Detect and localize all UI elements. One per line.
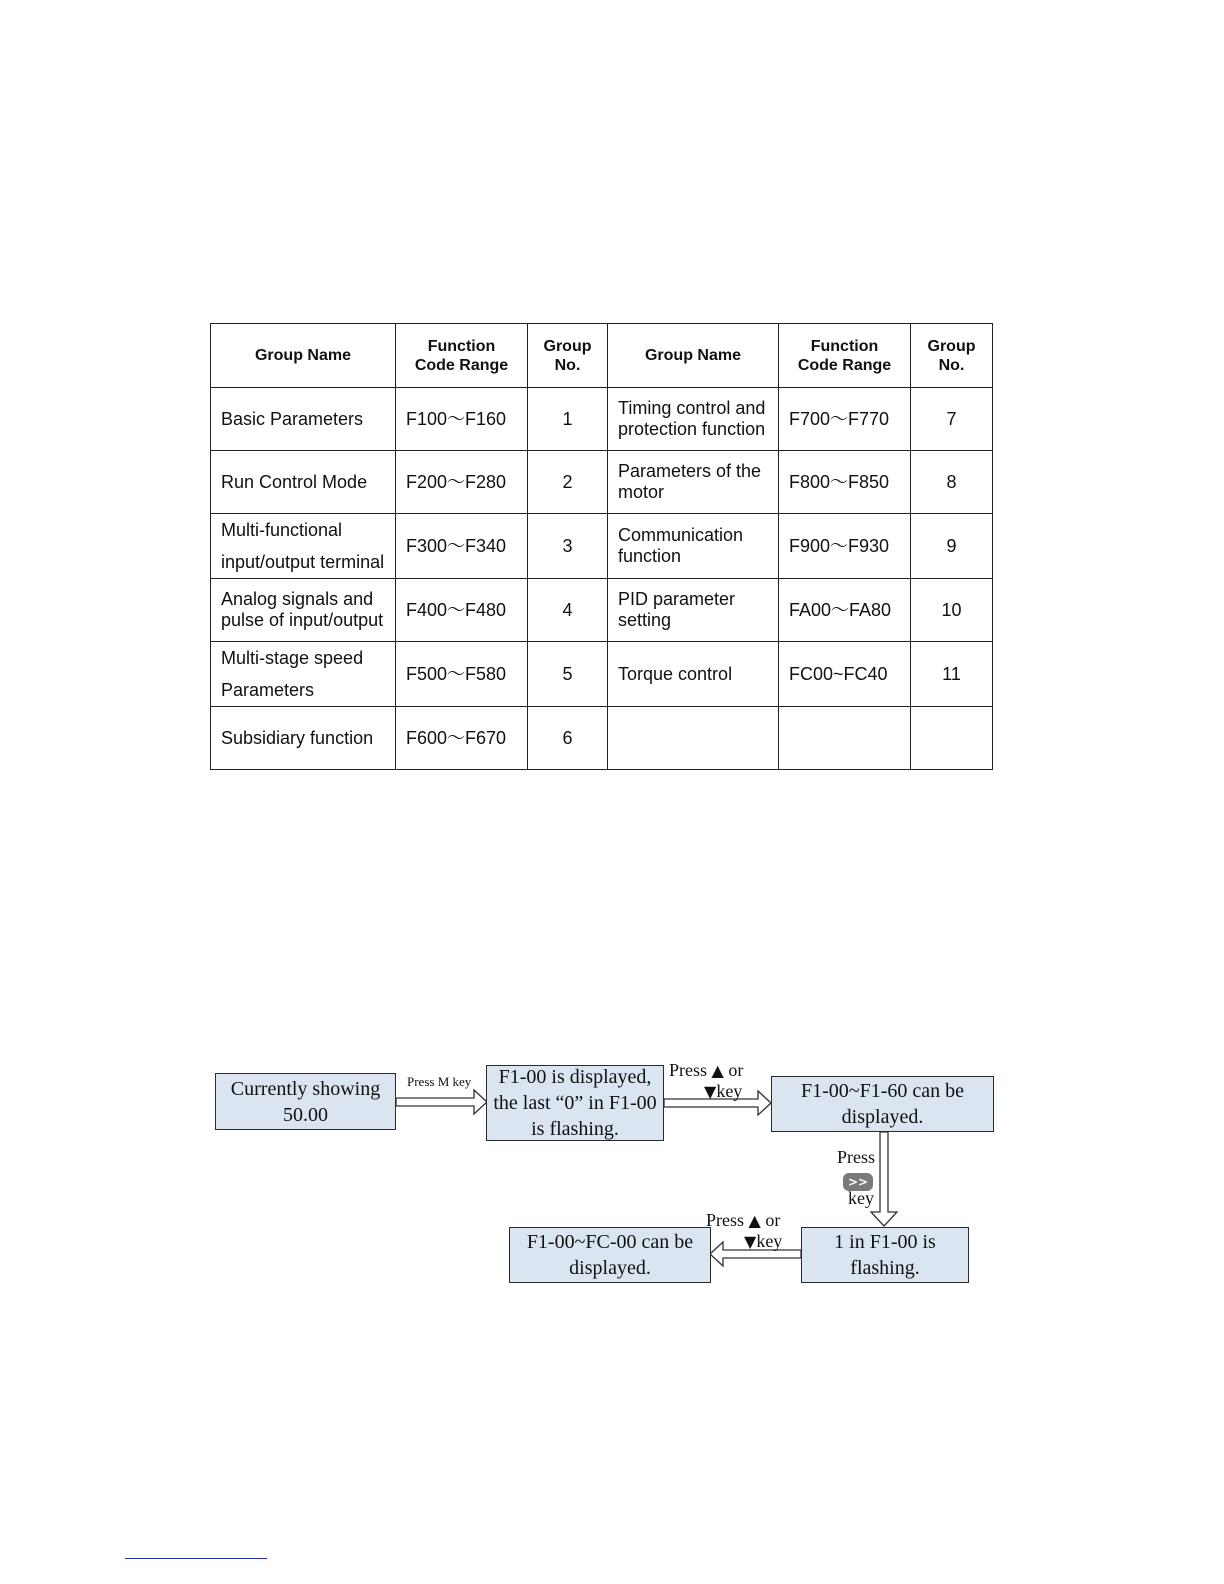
label-press-text: Press	[669, 1060, 708, 1080]
group-no-cell: 1	[528, 388, 608, 451]
up-arrow-icon: ▲	[748, 1211, 761, 1230]
code-range-cell: F500～F580	[396, 642, 528, 707]
header-group-no-2: Group No.	[911, 324, 993, 388]
code-range-cell: F900～F930	[779, 514, 911, 579]
group-no-cell: 9	[911, 514, 993, 579]
label-press-text: Press	[706, 1210, 745, 1230]
group-no-cell: 10	[911, 579, 993, 642]
group-name-cell: PID parameter setting	[608, 579, 779, 642]
label-down-key-2	[744, 1231, 782, 1252]
group-name-cell: Multi-stage speed Parameters	[211, 642, 396, 707]
group-name-cell: Run Control Mode	[211, 451, 396, 514]
flow-box-fc-range-displayed	[509, 1227, 711, 1283]
arrow-right-icon	[396, 1090, 487, 1114]
group-name-cell: Torque control	[608, 642, 779, 707]
group-name-cell: Communication function	[608, 514, 779, 579]
header-function-code-range-2: Function Code Range	[779, 324, 911, 388]
label-down-key	[704, 1081, 742, 1102]
code-range-cell: F200～F280	[396, 451, 528, 514]
label-or-text: or	[728, 1060, 744, 1080]
code-range-cell: FA00～FA80	[779, 579, 911, 642]
group-name-cell: Subsidiary function	[211, 707, 396, 770]
header-group-name-2: Group Name	[608, 324, 779, 388]
group-no-cell: 2	[528, 451, 608, 514]
label-press-up-or	[669, 1060, 743, 1081]
code-range-cell: F300～F340	[396, 514, 528, 579]
label-press-m-key: Press M key	[407, 1074, 472, 1089]
flow-box-f1-00-displayed	[486, 1065, 664, 1141]
group-name-cell: Multi-functional input/output terminal	[211, 514, 396, 579]
group-name-cell: Basic Parameters	[211, 388, 396, 451]
label-or-text: or	[765, 1210, 781, 1230]
down-arrow-icon: ▼	[744, 1232, 757, 1251]
code-range-cell: FC00~FC40	[779, 642, 911, 707]
label-key-text: key	[716, 1081, 743, 1101]
group-name-cell: Parameters of the motor	[608, 451, 779, 514]
group-no-cell: 8	[911, 451, 993, 514]
shift-key-badge: >>	[843, 1173, 873, 1191]
flow-box-text: F1-00~F1-60 can be displayed.	[800, 1080, 965, 1128]
code-range-cell: F700～F770	[779, 388, 911, 451]
group-no-cell: 11	[911, 642, 993, 707]
group-no-cell: 6	[528, 707, 608, 770]
footnote-rule	[125, 1558, 267, 1559]
flow-box-text: F1-00~FC-00 can be displayed.	[526, 1231, 694, 1279]
flow-box-digit-flashing	[801, 1227, 969, 1283]
header-function-code-range: Function Code Range	[396, 324, 528, 388]
flow-box-f1-range-displayed	[771, 1076, 994, 1132]
label-press-shift: Press	[837, 1147, 876, 1167]
code-range-cell: F600～F670	[396, 707, 528, 770]
label-shift-key: key	[848, 1188, 874, 1208]
group-no-cell: 7	[911, 388, 993, 451]
group-no-cell: 4	[528, 579, 608, 642]
group-no-cell: 3	[528, 514, 608, 579]
code-range-cell: F400～F480	[396, 579, 528, 642]
up-arrow-icon: ▲	[711, 1061, 724, 1080]
flow-box-text: 1 in F1-00 is flashing.	[834, 1231, 936, 1279]
group-name-cell: Timing control and protection function	[608, 388, 779, 451]
group-no-cell: 5	[528, 642, 608, 707]
label-press-up-or-2	[706, 1210, 780, 1231]
header-group-no: Group No.	[528, 324, 608, 388]
label-key-text: key	[756, 1231, 783, 1251]
down-arrow-icon: ▼	[704, 1082, 717, 1101]
flow-box-text: F1-00 is displayed, the last “0” in F1-00 is flashing.	[493, 1066, 657, 1140]
header-group-name: Group Name	[211, 324, 396, 388]
code-range-cell: F800～F850	[779, 451, 911, 514]
flow-box-text: Currently showing 50.00	[230, 1077, 381, 1126]
group-name-cell: Analog signals and pulse of input/output	[211, 579, 396, 642]
flow-box-current-display	[215, 1073, 396, 1130]
code-range-cell: F100～F160	[396, 388, 528, 451]
